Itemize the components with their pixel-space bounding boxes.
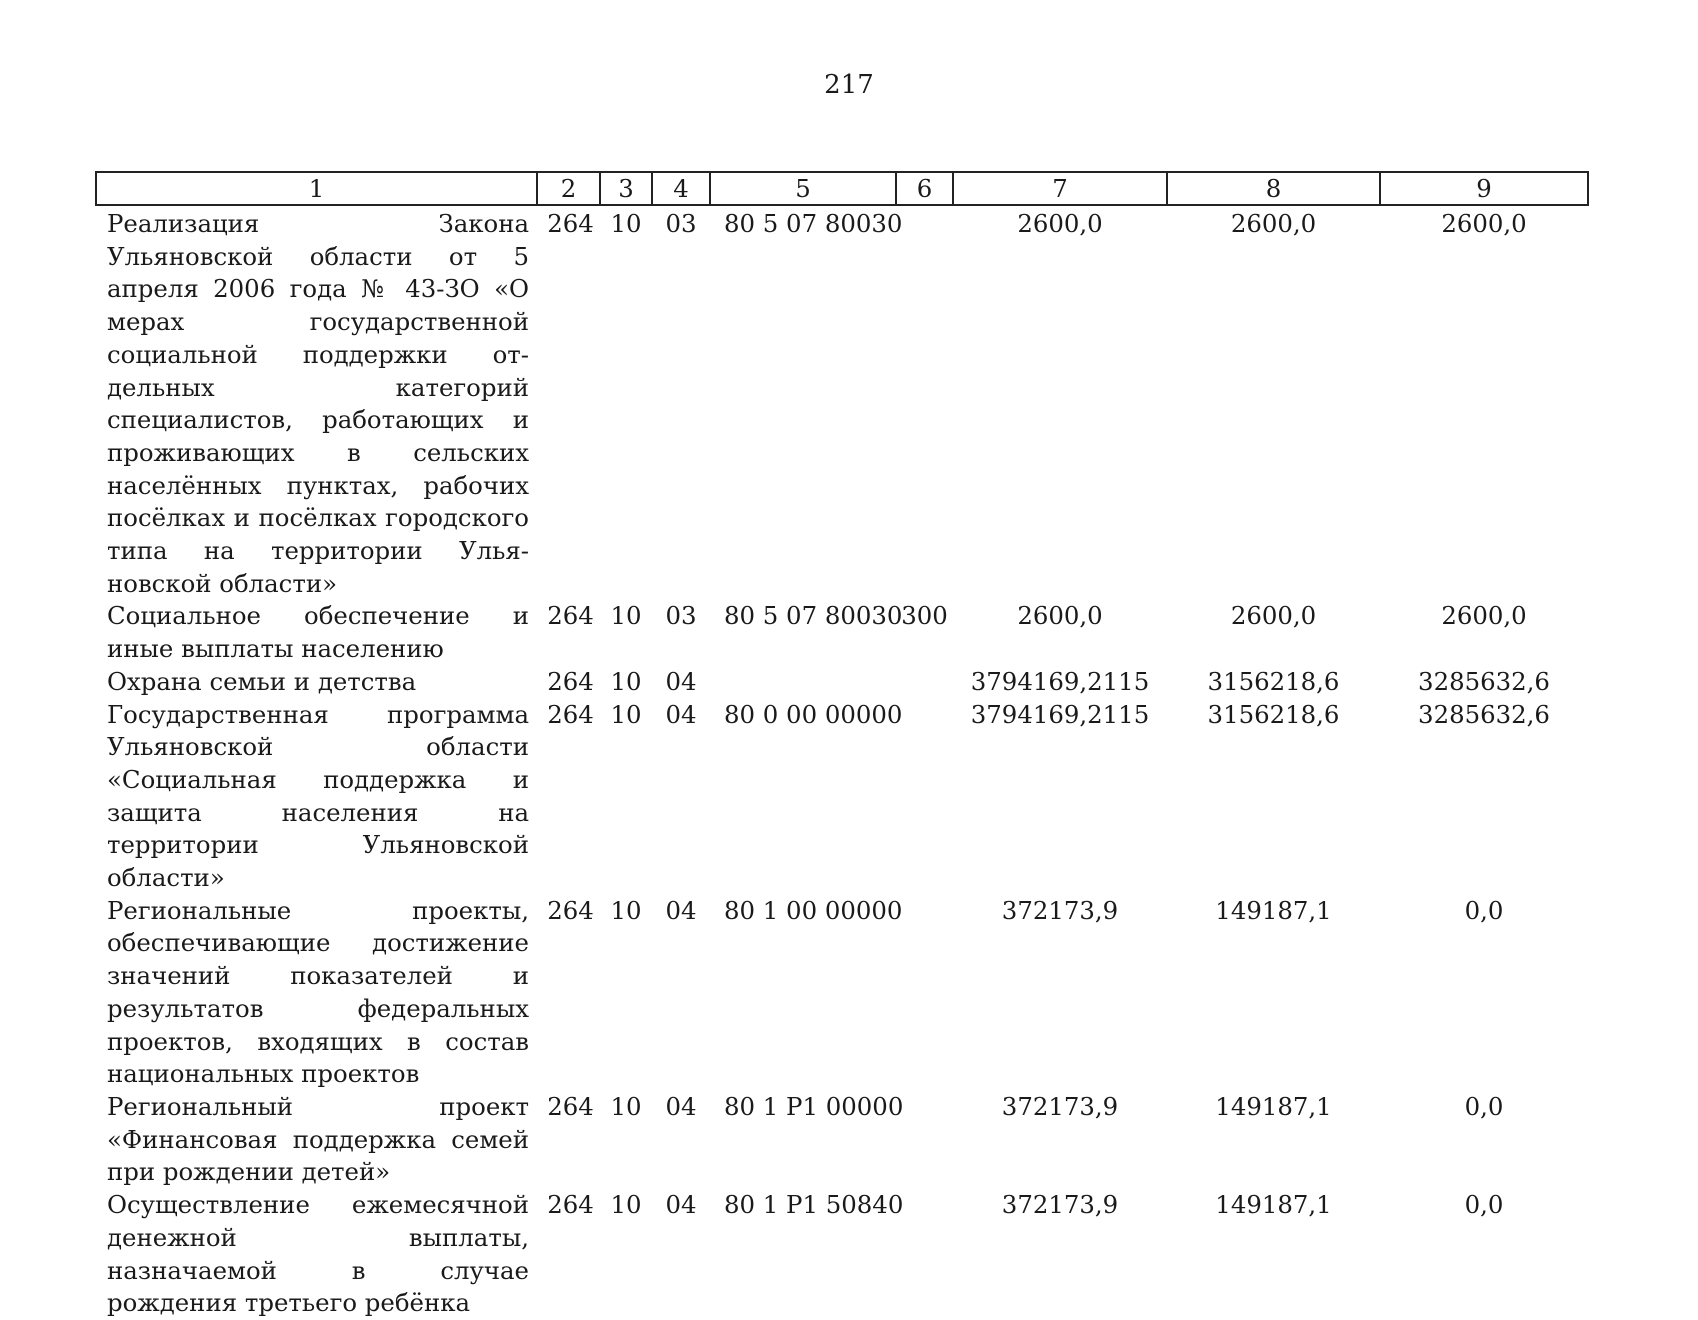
row-value-9: 0,0	[1464, 1091, 1504, 1121]
row-code-4: 04	[665, 1190, 697, 1220]
header-row	[96, 172, 1588, 205]
table-row	[96, 1189, 1588, 1320]
header-col-7: 7	[953, 172, 1167, 205]
row-code-3: 10	[610, 209, 642, 238]
row-value-9: 2600,0	[1441, 601, 1527, 631]
row-code-6	[896, 699, 953, 895]
row-value-8: 2600,0	[1230, 209, 1317, 238]
table-row	[96, 666, 1588, 699]
row-name: Осуществление ежемесячной денежной выплаты, назначаемой в случае рождения третьего ребёнка	[107, 1190, 529, 1318]
row-code-6	[896, 666, 953, 699]
header-col-3: 3	[600, 172, 652, 205]
row-value-7: 3794169,2115	[970, 699, 1150, 729]
row-value-9: 0,0	[1464, 1190, 1504, 1220]
row-code-6	[896, 1189, 953, 1320]
page-number: 217	[824, 70, 874, 100]
table-row	[96, 895, 1588, 1091]
row-name: Государственная программа Ульяновской области «Социальная поддержка и защита населения на территории Ульяновской области»	[107, 699, 529, 893]
header-col-4: 4	[652, 172, 710, 205]
row-value-9: 2600,0	[1441, 209, 1527, 238]
row-code-6	[896, 205, 953, 600]
row-code-3: 10	[610, 895, 642, 925]
row-name: Региональный проект «Финансовая поддержка семей при рождении детей»	[107, 1091, 529, 1187]
row-code-3: 10	[610, 1091, 642, 1121]
header-col-5: 5	[710, 172, 896, 205]
table-row	[96, 699, 1588, 895]
header-col-8: 8	[1167, 172, 1380, 205]
table-row	[96, 600, 1588, 665]
table-header	[96, 172, 1588, 205]
row-code-3: 10	[610, 666, 642, 696]
header-col-1: 1	[96, 172, 537, 205]
row-value-8: 3156218,6	[1207, 699, 1340, 729]
row-name: Региональные проекты, обеспечивающие достижение значений показателей и результатов федеральных проектов, входящих в состав национальных проектов	[107, 895, 529, 1089]
table-row	[96, 205, 1588, 600]
row-code-5	[710, 666, 896, 699]
row-code-3: 10	[610, 699, 642, 729]
row-value-9: 3285632,6	[1418, 666, 1550, 696]
row-code-4: 04	[665, 699, 697, 729]
row-code-6	[896, 895, 953, 1091]
row-value-8: 3156218,6	[1207, 666, 1340, 696]
row-value-9: 0,0	[1464, 895, 1504, 925]
row-code-5: 80 5 07 80030	[724, 209, 903, 238]
row-code-3: 10	[610, 1190, 642, 1220]
row-code-4: 04	[665, 895, 697, 925]
row-code-4: 04	[665, 1091, 697, 1121]
row-code-2: 264	[547, 699, 594, 729]
row-value-9: 3285632,6	[1418, 699, 1550, 729]
row-value-8: 149187,1	[1215, 1190, 1332, 1220]
row-code-2: 264	[547, 209, 594, 238]
row-value-7: 372173,9	[1001, 1091, 1119, 1121]
table-body	[96, 205, 1588, 1320]
row-code-3: 10	[610, 601, 642, 631]
row-code-2: 264	[547, 895, 594, 925]
row-code-4: 04	[665, 666, 697, 696]
row-name: Охрана семьи и детства	[107, 666, 417, 696]
row-value-7: 372173,9	[1001, 895, 1119, 925]
row-code-5: 80 0 00 00000	[724, 699, 903, 729]
row-value-8: 2600,0	[1230, 601, 1317, 631]
row-code-6: 300	[901, 601, 948, 631]
header-col-6: 6	[896, 172, 953, 205]
row-code-2: 264	[547, 601, 594, 631]
row-value-8: 149187,1	[1215, 895, 1332, 925]
row-code-5: 80 5 07 80030	[724, 601, 903, 631]
row-name: Реализация Закона Ульяновской области от 5 апреля 2006 года № 43-ЗО «О мерах государственной социальной поддержки отдельных категорий специалистов, работающих и проживающих в сельских населённых пунктах, рабочих посёлках и посёлках городского типа на территории Ульяновской области»	[107, 209, 529, 598]
row-value-7: 2600,0	[1017, 209, 1103, 238]
row-value-7: 3794169,2115	[970, 666, 1150, 696]
row-value-7: 372173,9	[1001, 1190, 1119, 1220]
row-code-4: 03	[665, 209, 697, 238]
table-row	[96, 1091, 1588, 1189]
header-col-9: 9	[1380, 172, 1588, 205]
row-code-2: 264	[547, 1190, 594, 1220]
header-col-2: 2	[537, 172, 600, 205]
row-code-2: 264	[547, 1091, 594, 1121]
row-code-5: 80 1 P1 50840	[724, 1190, 904, 1220]
row-code-2: 264	[547, 666, 594, 696]
row-code-5: 80 1 P1 00000	[724, 1091, 904, 1121]
row-code-6	[896, 1091, 953, 1189]
row-name: Социальное обеспечение и иные выплаты населению	[107, 601, 529, 664]
row-value-7: 2600,0	[1017, 601, 1103, 631]
row-code-4: 03	[665, 601, 697, 631]
row-value-8: 149187,1	[1215, 1091, 1332, 1121]
budget-table	[95, 171, 1589, 1320]
row-code-5: 80 1 00 00000	[724, 895, 903, 925]
